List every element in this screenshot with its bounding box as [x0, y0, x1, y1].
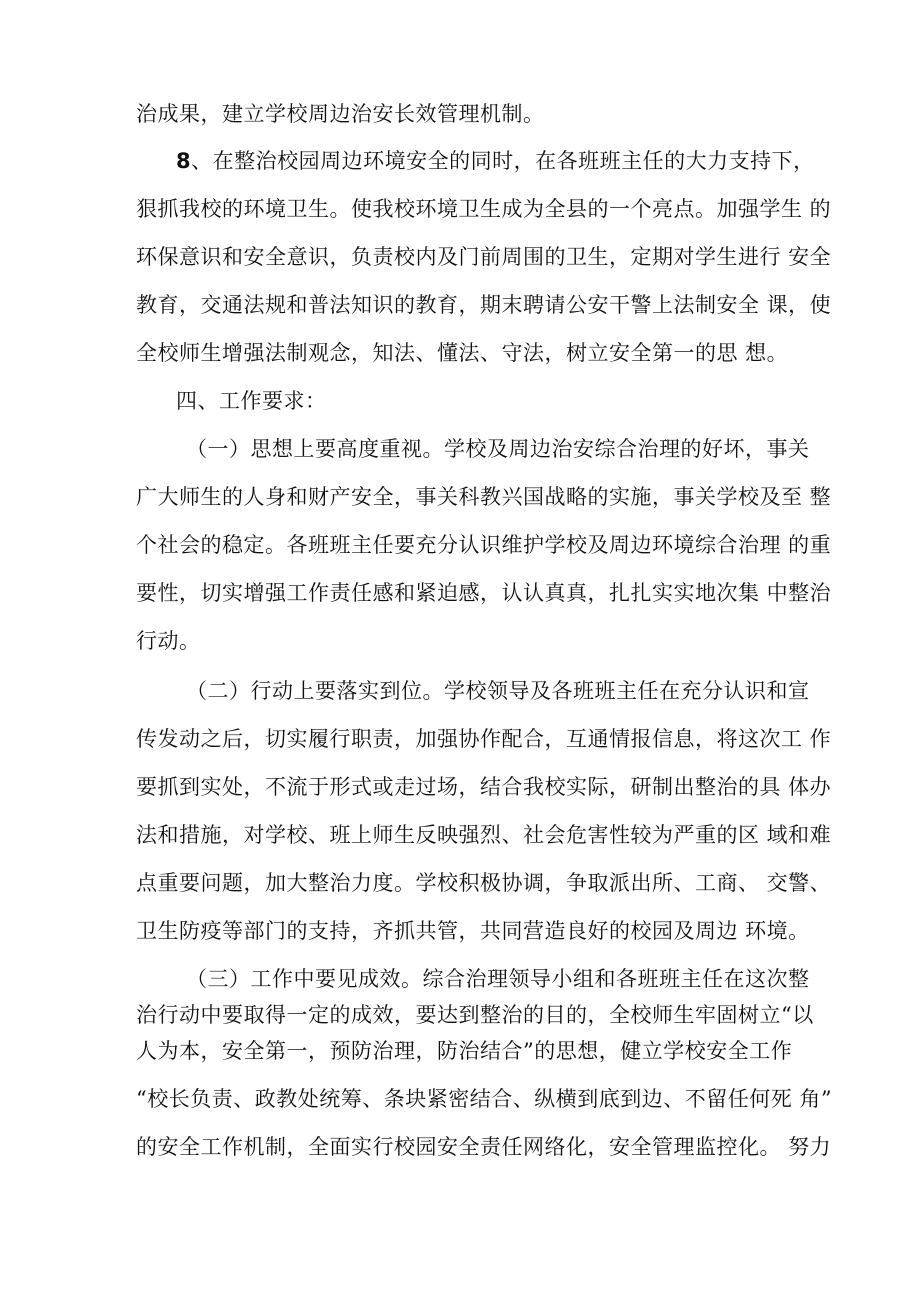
text-line-11: 要性，切实增强工作责任感和紧迫感，认认真真，扎扎实实地次集 中整治	[136, 581, 832, 605]
text-line-14: 传发动之后，切实履行职责，加强协作配合，互通情报信息，将这次工 作	[136, 727, 832, 751]
section-heading-work-requirements: 四、工作要求：	[176, 389, 327, 413]
text-line-13: （二）行动上要落实到位。学校领导及各班班主任在充分认识和宣	[186, 679, 810, 703]
text-line-10: 个社会的稳定。各班班主任要充分认识维护学校及周边环境综合治理 的重	[136, 533, 832, 557]
text-line-5: 教育，交通法规和普法知识的教育，期末聘请公安干警上法制安全 课，使	[136, 293, 832, 317]
text-line-19: （三）工作中要见成效。综合治理领导小组和各班班主任在这次整	[186, 967, 810, 991]
text-line-15: 要抓到实处，不流于形式或走过场，结合我校实际，研制出整治的具 体办	[136, 775, 832, 799]
text-line-2	[176, 146, 836, 176]
text-line-12: 行动。	[136, 629, 201, 653]
text-line-22: “校长负责、政教处统筹、条块紧密结合、纵横到底到边、不留任何死 角”	[136, 1087, 833, 1111]
text-line-16: 法和措施，对学校、班上师生反映强烈、社会危害性较为严重的区 域和难	[136, 823, 832, 847]
text-line-20: 治行动中要取得一定的成效，要达到整治的目的，全校师生牢固树立“以	[136, 1003, 814, 1027]
text-line-3: 狠抓我校的环境卫生。使我校环境卫生成为全县的一个亮点。加强学生 的	[136, 197, 832, 221]
text-line-23: 的安全工作机制，全面实行校园安全责任网络化，安全管理监控化。 努力	[136, 1135, 832, 1159]
text-line-18: 卫生防疫等部门的支持，齐抓共管，共同营造良好的校园及周边 环境。	[136, 919, 810, 943]
text-line-4: 环保意识和安全意识，负责校内及门前周围的卫生，定期对学生进行 安全	[136, 245, 832, 269]
text-line-6: 全校师生增强法制观念，知法、懂法、守法，树立安全第一的思 想。	[136, 341, 789, 365]
text-line-9: 广大师生的人身和财产安全，事关科教兴国战略的实施，事关学校及至 整	[136, 485, 832, 509]
text-line-21: 人为本，安全第一，预防治理，防治结合”的思想，健立学校安全工作	[136, 1039, 793, 1063]
text-line-1: 治成果，建立学校周边治安长效管理机制。	[136, 102, 545, 126]
text-line-2-body: 、在整治校园周边环境安全的同时，在各班班主任的大力支持下，	[191, 149, 815, 173]
text-line-17: 点重要问题，加大整治力度。学校积极协调，争取派出所、工商、 交警、	[136, 871, 832, 895]
item-number-8: 8	[176, 149, 192, 173]
text-line-8: （一）思想上要高度重视。学校及周边治安综合治理的好坏，事关	[186, 437, 810, 461]
